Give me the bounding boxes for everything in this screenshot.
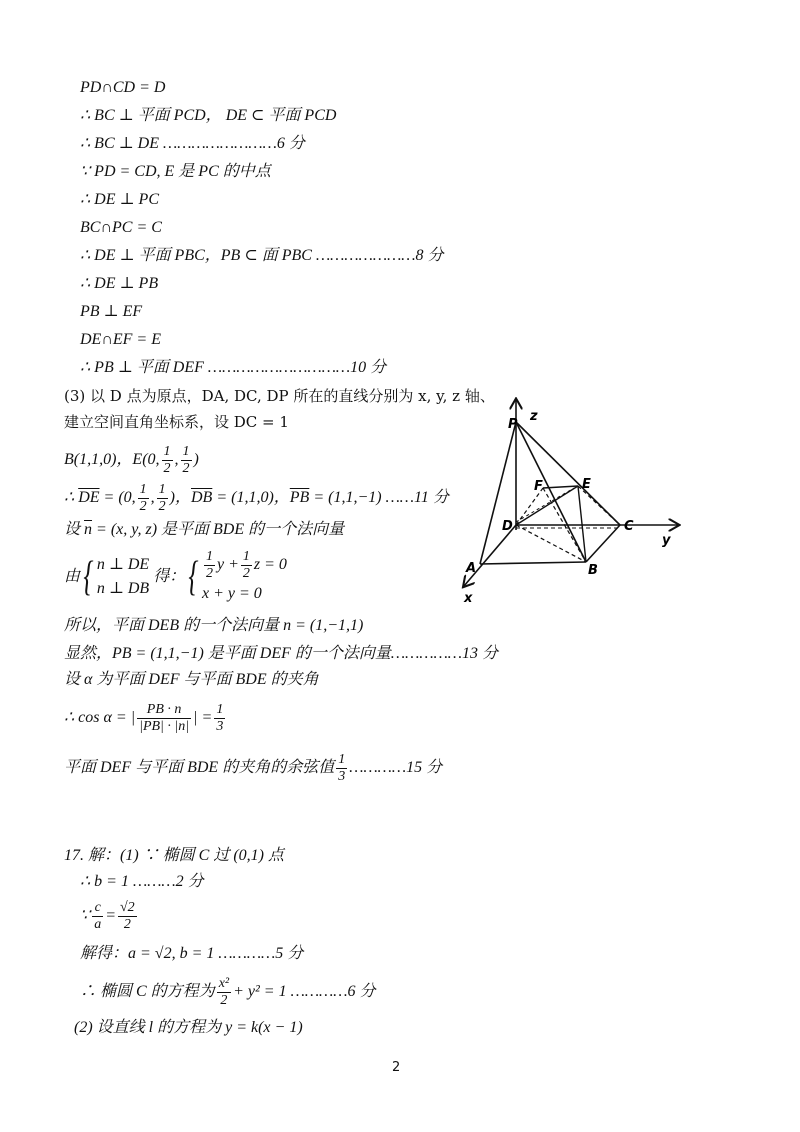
- line-de-perp-pbc: ∴ DE ⊥ 平面 PBC，PB ⊂ 面 PBC …………………8 分: [80, 247, 444, 264]
- line-cos-alpha: [64, 696, 227, 740]
- vector-separator: )，: [169, 489, 191, 506]
- edge-pc: [516, 422, 620, 525]
- fraction-numerator: 1: [182, 443, 190, 459]
- fraction-x2-over-2: [217, 976, 231, 1009]
- line-pd-eq-cd: ∵ PD = CD, E 是 PC 的中点: [80, 163, 271, 180]
- line-pd-cap-cd: PD∩CD = D: [80, 79, 166, 96]
- fraction-numerator: 1: [139, 481, 147, 497]
- therefore-symbol: ∴: [64, 489, 75, 506]
- equation-2: x + y = 0: [202, 585, 262, 602]
- z-equals-zero: z = 0: [253, 556, 287, 573]
- line-de-perp-pc: ∴ DE ⊥ PC: [80, 191, 159, 208]
- line-alpha-angle: 设 α 为平面 DEF 与平面 BDE 的夹角: [64, 671, 319, 688]
- vector-db: $\overline{DB}$: [190, 489, 213, 506]
- fraction-numerator: 1: [338, 751, 346, 767]
- label-x: x: [464, 591, 473, 606]
- from-text: 由: [64, 568, 81, 585]
- line-de-perp-pb: ∴ DE ⊥ PB: [80, 275, 159, 292]
- n-perp-db: n ⊥ DB: [96, 580, 150, 597]
- line-ellipse-equation: [80, 972, 376, 1012]
- fraction-denominator: 3: [216, 718, 224, 734]
- fraction-denominator: 2: [139, 498, 147, 514]
- cos-denominator: |PB| · |n|: [139, 718, 190, 734]
- edge-pb: [516, 422, 586, 562]
- line-bc-perp-plane: [80, 106, 336, 126]
- edge-de-dash: [516, 488, 574, 522]
- label-d: D: [502, 519, 513, 534]
- equations: [202, 548, 287, 606]
- x-axis: [464, 525, 516, 586]
- fraction-denominator: 2: [242, 565, 250, 581]
- ellipse-eq-rest: + y² = 1 …………6 分: [233, 983, 376, 1000]
- equation-1: [202, 548, 287, 582]
- line-part2-line-l: (2) 设直线 l 的方程为 y = k(x − 1): [74, 1019, 303, 1036]
- vector-pb-value: = (1,1,−1) ……11 分: [309, 489, 449, 506]
- line-coord-system: 建立空间直角坐标系，设 DC = 1: [64, 413, 289, 431]
- bc-perp-text: ∴ BC ⊥ 平面 PCD，: [80, 107, 222, 124]
- let-text: 设: [64, 521, 85, 538]
- cos-numerator: PB · n: [137, 702, 191, 719]
- fraction-denominator: 2: [123, 916, 131, 932]
- fraction-third: [214, 702, 225, 735]
- vector-de: $\overline{DE}$: [78, 489, 100, 506]
- line-b-equals-1: ∴ b = 1 ………2 分: [80, 873, 204, 890]
- fraction-half: [162, 444, 173, 477]
- line-bc-perp-de: ∴ BC ⊥ DE ……………………6 分: [80, 135, 305, 152]
- fraction-denominator: 2: [182, 460, 190, 476]
- fraction-numerator: 1: [216, 701, 224, 717]
- cos-alpha-lhs: ∴ cos α = |: [64, 709, 136, 726]
- ellipse-eq-text: ∴ 椭圆 C 的方程为: [80, 983, 215, 1000]
- fraction-denominator: 2: [206, 565, 213, 581]
- normal-vector-desc: = (x, y, z) 是平面 BDE 的一个法向量: [92, 521, 345, 538]
- y-plus: y +: [217, 556, 239, 573]
- edge-ab: [480, 562, 586, 564]
- cos-fraction: [137, 702, 191, 735]
- score-15: …………15 分: [349, 759, 443, 776]
- label-z: z: [530, 409, 538, 424]
- fraction-c-over-a: [92, 900, 103, 933]
- equals-sign: =: [105, 907, 116, 924]
- line-normal-deb: 所以，平面 DEB 的一个法向量 n = (1,−1,1): [64, 617, 364, 634]
- cos-equals: | =: [193, 709, 213, 726]
- perp-conditions: [97, 553, 149, 601]
- line-vectors: ∴ $\overline{DE} = (0$, $\frac{1}{2}$ , $\frac{1}{2}$ )，$\overline{DB} = (1,1,0)$，$\overline{PB} = (1,1,-1)$ ……11 分: [64, 481, 449, 514]
- line-solve-a-b: 解得：a = √2, b = 1 …………5 分: [80, 945, 304, 962]
- n-perp-de: n ⊥ DE: [96, 556, 150, 573]
- left-brace: {: [188, 554, 199, 600]
- page-number: 2: [392, 1060, 401, 1075]
- cosine-value-text: 平面 DEF 与平面 BDE 的夹角的余弦值: [64, 759, 335, 776]
- fraction-denominator: 2: [220, 992, 228, 1008]
- label-c: C: [624, 519, 634, 534]
- left-brace: {: [83, 554, 94, 600]
- line-b-e-coords: B(1,1,0)，E(0, $\frac{1}{2}$ , $\frac{1}{2}$ ): [64, 443, 199, 476]
- label-e: E: [582, 477, 591, 492]
- line-bc-cap-pc: BC∩PC = C: [80, 219, 162, 236]
- fraction-numerator: c: [92, 900, 103, 917]
- edge-pa: [480, 422, 516, 564]
- line-equation-system: [64, 548, 287, 606]
- fraction-half: [157, 482, 168, 515]
- line-normal-vector: [64, 520, 344, 540]
- line-pb-perp-ef: PB ⊥ EF: [80, 303, 143, 320]
- fraction-numerator: 1: [158, 481, 166, 497]
- line-pb-perp-def: ∴ PB ⊥ 平面 DEF …………………………10 分: [80, 359, 387, 376]
- close-paren: ): [193, 451, 199, 468]
- line-part3-intro: (3) 以 D 点为原点，DA, DC, DP 所在的直线分别为 x, y, z 轴、: [64, 387, 495, 405]
- label-a: A: [466, 561, 477, 576]
- fraction-denominator: a: [94, 916, 102, 932]
- label-y: y: [662, 533, 671, 548]
- vector-pb: $\overline{PB}$: [289, 489, 310, 506]
- fraction-numerator: 1: [242, 548, 250, 564]
- fraction-denominator: 3: [338, 768, 346, 784]
- fraction-half: [204, 549, 215, 582]
- edge-bc: [586, 525, 620, 562]
- label-b: B: [588, 563, 598, 578]
- because-symbol: ∵: [80, 907, 91, 924]
- vector-de-value: = (0,: [99, 489, 136, 506]
- problem-17-header: 17. 解：(1) ∵ 椭圆 C 过 (0,1) 点: [64, 847, 284, 864]
- fraction-root2-over-2: [118, 900, 137, 933]
- fraction-denominator: 2: [163, 460, 171, 476]
- fraction-numerator: 1: [206, 548, 213, 564]
- fraction-numerator: 1: [163, 443, 171, 459]
- pyramid-figure: [450, 390, 700, 610]
- fraction-half: [241, 549, 252, 582]
- get-text: 得：: [149, 568, 186, 585]
- fraction-third: [336, 752, 347, 785]
- line-pb-normal-def: 显然，PB = (1,1,−1) 是平面 DEF 的一个法向量……………13 分: [64, 645, 499, 662]
- vector-n: $\overline{n}$: [84, 521, 93, 538]
- label-f: F: [534, 479, 543, 494]
- fraction-half: [181, 444, 192, 477]
- line-eccentricity: [80, 896, 139, 936]
- label-p: P: [508, 417, 518, 432]
- edge-de: [516, 486, 578, 525]
- de-subset-text: DE ⊂ 平面 PCD: [225, 107, 337, 124]
- b-e-coords-text: B(1,1,0)，E(0,: [64, 451, 160, 468]
- fraction-numerator: √2: [119, 899, 135, 915]
- line-cosine-value: [64, 748, 442, 788]
- fraction-half: [138, 482, 149, 515]
- vector-db-value: = (1,1,0)，: [212, 489, 290, 506]
- fraction-numerator: x²: [218, 975, 230, 991]
- line-de-cap-ef: DE∩EF = E: [80, 331, 161, 348]
- fraction-denominator: 2: [158, 498, 166, 514]
